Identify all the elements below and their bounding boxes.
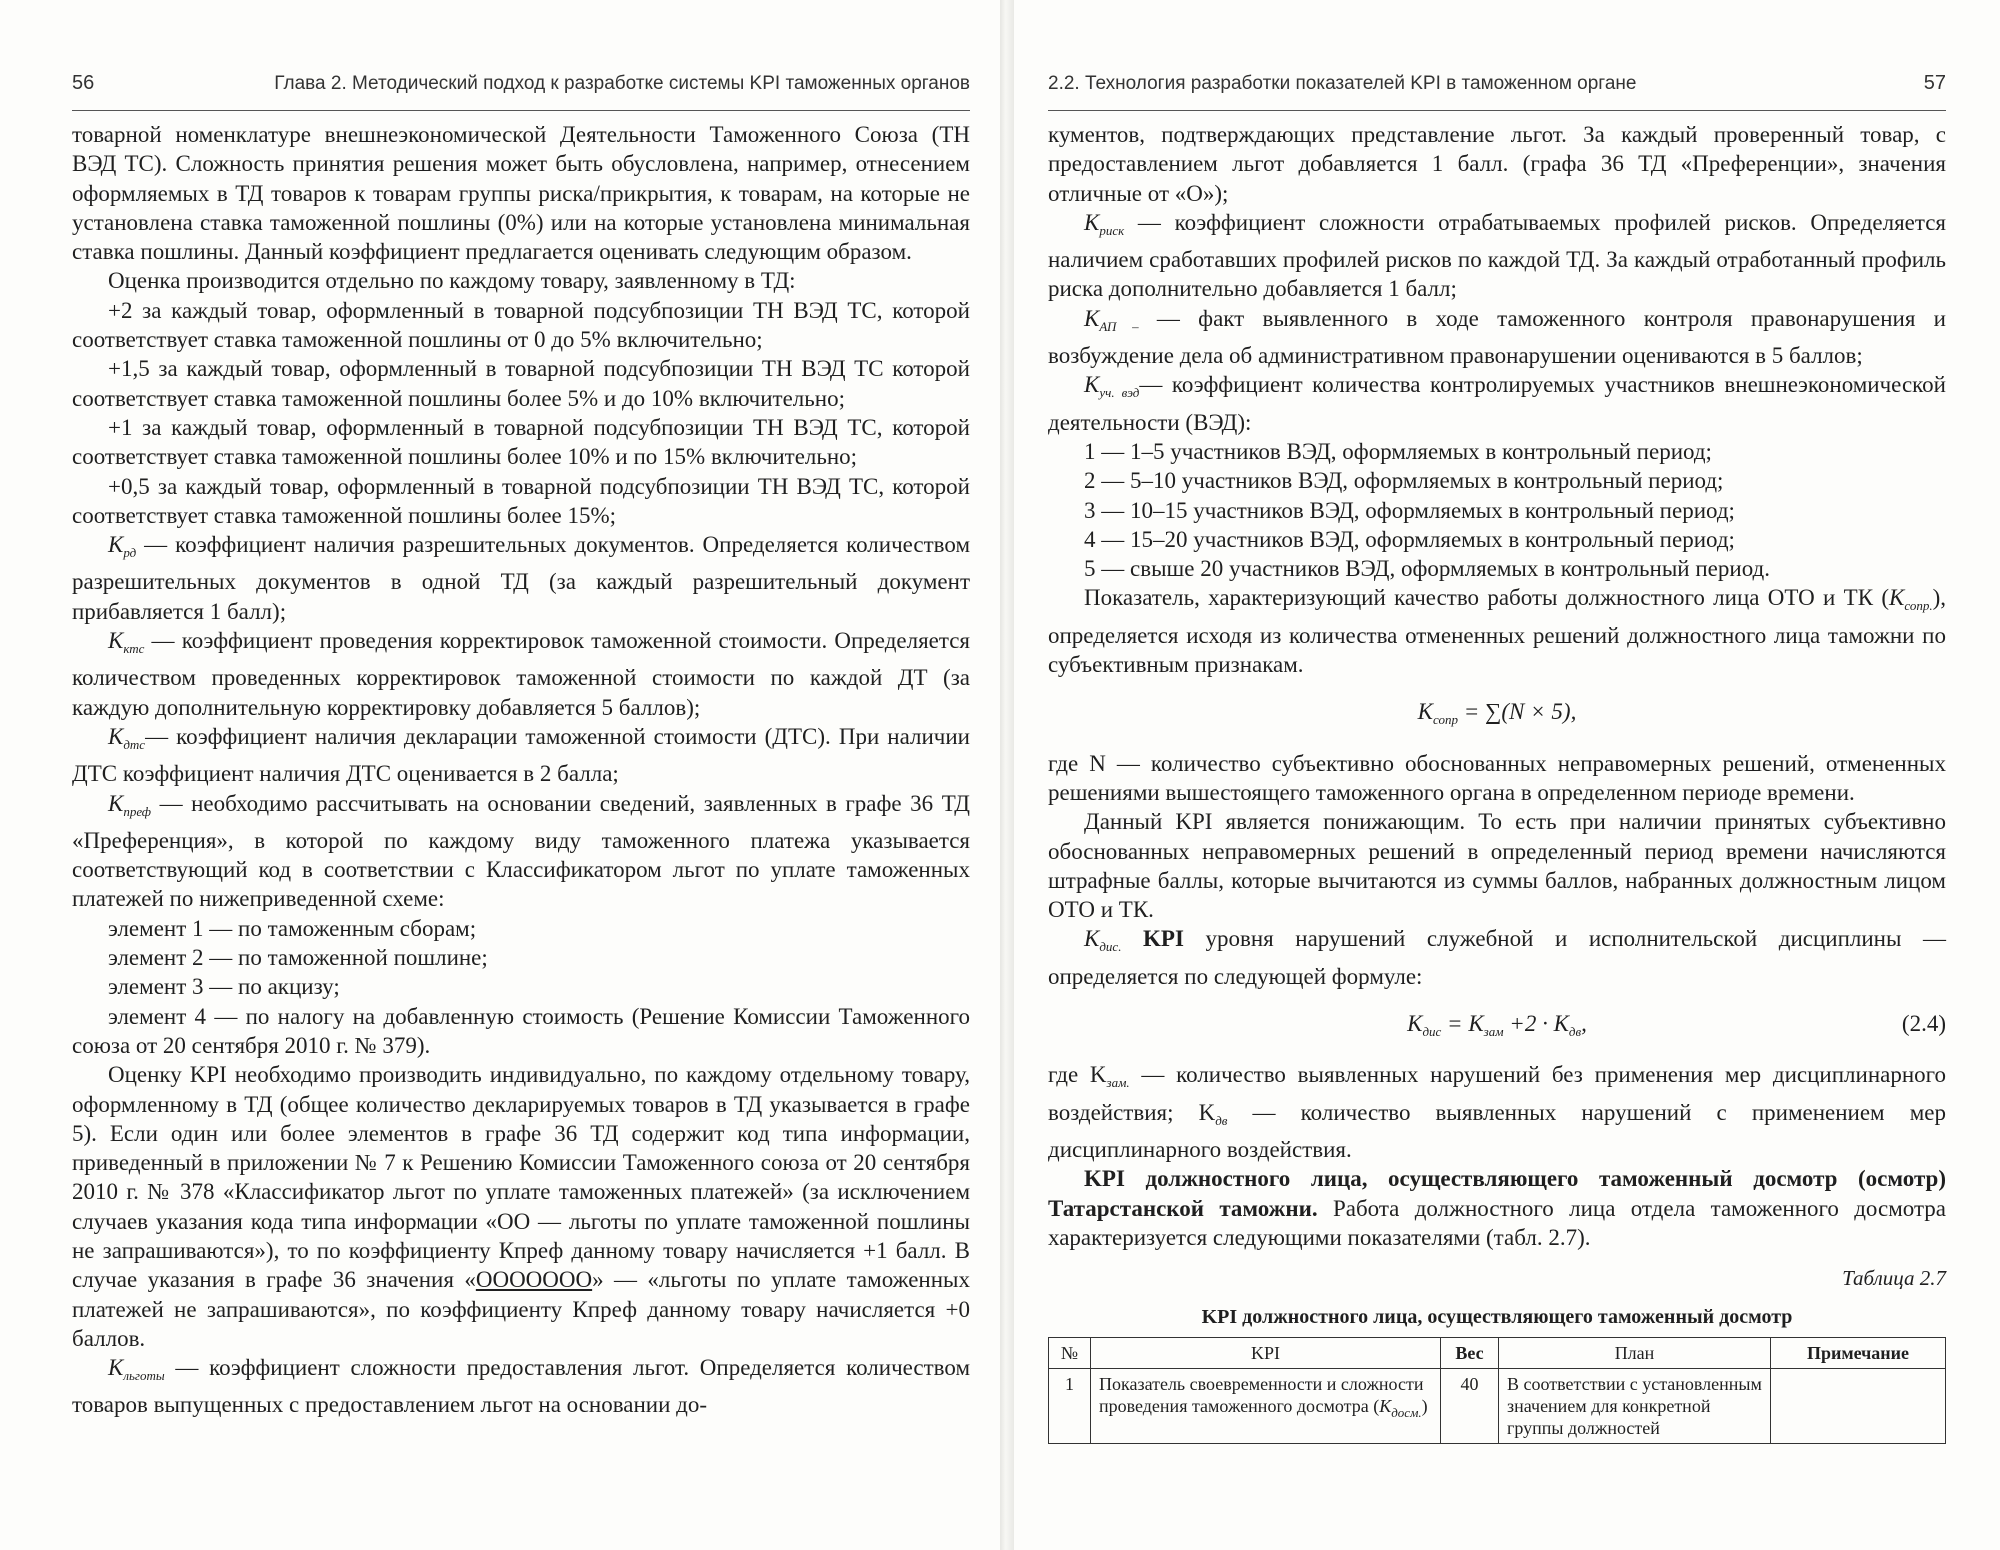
coef-text: — факт выявленного в ходе таможенного контроля правонарушения и возбуждение дела об административном правонарушении оцениваются в 5 баллов; <box>1048 305 1946 369</box>
coef-subscript: преф <box>123 803 152 819</box>
kpi-assessment-paragraph <box>72 1060 970 1353</box>
kdis-paragraph <box>1048 924 1946 991</box>
coefficient-kdtc <box>72 722 970 789</box>
column-header: Примечание <box>1771 1337 1946 1368</box>
paragraph: товарной номенклатуре внешнеэкономической Деятельности Таможенного Союза (ТН ВЭД ТС). Сложность принятия решения может быть обусловлена, например, отнесением оформляемых в ТД товаров к товарам группы риска/прикрытия, к товарам, на которые не установлена ставка таможенной пошлины (0%) или на которые установлена минимальная ставка пошлины. Данный коэффициент предлагается оценивать следующим образом. <box>72 122 970 265</box>
coefficient-kap <box>1048 304 1946 371</box>
coef-symbol: K <box>1084 305 1100 331</box>
level-item: 1 — 1–5 участников ВЭД, оформляемых в контрольный период; <box>1084 438 1712 464</box>
right-header-title: 2.2. Технология разработки показателей KPI в таможенном органе <box>1048 73 1637 94</box>
level-item: 3 — 10–15 участников ВЭД, оформляемых в контрольный период; <box>1084 497 1735 523</box>
column-header: Вес <box>1441 1337 1499 1368</box>
coef-subscript: досм. <box>1391 1404 1422 1420</box>
coef-symbol: K <box>108 628 124 654</box>
coefficient-klg <box>72 1353 970 1420</box>
element-item: элемент 2 — по таможенной пошлине; <box>108 945 488 971</box>
coef-subscript: риск <box>1099 222 1125 238</box>
coef-subscript: АП – <box>1099 318 1139 334</box>
paragraph: Оценка производится отдельно по каждому товару, заявленному в ТД: <box>108 268 796 294</box>
left-page-body <box>72 120 970 1420</box>
coef-subscript: рд <box>123 545 137 561</box>
coef-subscript: дтс <box>123 736 146 752</box>
formula-subscript: сопр <box>1433 712 1458 728</box>
formula-rhs: = ∑(N × 5), <box>1457 699 1577 725</box>
formula-symbol: K <box>1417 699 1434 725</box>
section-heading: KPI должностного лица, осуществляющего таможенный досмотр (осмотр) Татарстанской таможни. <box>1048 1166 1946 1221</box>
element-item: элемент 1 — по таможенным сборам; <box>108 915 477 941</box>
element-item: элемент 4 — по налогу на добавленную стоимость (Решение Комиссии Таможенного союза от 20 сентября 2010 г. № 379). <box>72 1003 970 1058</box>
formula-part: , <box>1581 1011 1587 1037</box>
level-item: 4 — 15–20 участников ВЭД, оформляемых в контрольный период; <box>1084 526 1735 552</box>
kpi-code: ООООООО <box>475 1267 593 1293</box>
formula-subscript: зам <box>1483 1024 1504 1040</box>
coef-symbol: K <box>1084 372 1100 398</box>
cell-kpi <box>1091 1368 1441 1443</box>
left-running-header <box>72 70 970 111</box>
coef-symbol: K <box>1889 585 1905 611</box>
coef-symbol: K <box>108 790 124 816</box>
paragraph: кументов, подтверждающих представление льгот. За каждый проверенный товар, с предоставлением льгот добавляется 1 балл. (графа 36 ТД «Преференции», значения отличные от «О»); <box>1048 122 1946 206</box>
element-item: элемент 3 — по акцизу; <box>108 974 340 1000</box>
formula-subscript: дв <box>1568 1024 1582 1040</box>
coef-subscript: ктс <box>123 641 145 657</box>
cell-weight: 40 <box>1441 1368 1499 1443</box>
right-running-header <box>1048 70 1946 111</box>
coef-text: — коэффициент количества контролируемых участников внешнеэкономической деятельности (ВЭД): <box>1048 372 1946 435</box>
cell-plan: В соответствии с установленным значением для конкретной группы должностей <box>1499 1368 1771 1443</box>
formula-symbol: K <box>1407 1011 1423 1037</box>
list-item: +1 за каждый товар, оформленный в товарной подсубпозиции ТН ВЭД ТС, которой соответствует ставка таможенной пошлины более 10% и по 15% включительно; <box>72 414 970 470</box>
where-text: — количество выявленных нарушений с применением мер дисциплинарного воздействия. <box>1048 1099 1946 1162</box>
formula-subscript: дис <box>1422 1024 1442 1040</box>
coefficient-krd <box>72 530 970 626</box>
table-header-row <box>1049 1337 1946 1368</box>
equation-number: (2.4) <box>1901 1011 1946 1037</box>
column-header: KPI <box>1091 1337 1441 1368</box>
left-header-title: Глава 2. Методический подход к разработке системы KPI таможенных органов <box>274 73 970 94</box>
coef-symbol: K <box>1084 209 1100 235</box>
quality-text: ), определяется исходя из количества отмененных решений должностного лица таможни по субъективным признакам. <box>1048 585 1946 678</box>
kpi-cell-text: ) <box>1421 1395 1428 1416</box>
kpi-table <box>1048 1337 1946 1444</box>
paragraph: Данный KPI является понижающим. То есть при наличии принятых субъективно обоснованных неправомерных решений в определенный период времени начисляются штрафные баллы, которые вычитаются из суммы баллов, набранных должностным лицом ОТО и ТК. <box>1048 809 1946 923</box>
section-paragraph <box>1048 1164 1946 1252</box>
cell-no: 1 <box>1049 1368 1091 1443</box>
coef-text: — коэффициент сложности отрабатываемых профилей рисков. Определяется наличием сработавших профилей рисков по каждой ТД. За каждый отработанный профиль риска дополнительно добавляется 1 балл; <box>1048 209 1946 302</box>
coef-symbol: K <box>1379 1395 1392 1416</box>
where-kzam-paragraph <box>1048 1060 1946 1164</box>
quality-text: Показатель, характеризующий качество работы должностного лица ОТО и ТК ( <box>1084 585 1890 611</box>
coef-text: — коэффициент сложности предоставления льгот. Определяется количеством товаров выпущенных с предоставлением льгот на основании до- <box>72 1355 970 1418</box>
quality-paragraph <box>1048 583 1946 679</box>
coef-symbol: K <box>108 1355 124 1381</box>
coef-subscript: льготы <box>123 1368 165 1384</box>
level-item: 5 — свыше 20 участников ВЭД, оформляемых в контрольный период. <box>1084 556 1770 582</box>
where-text: где K <box>1048 1062 1107 1088</box>
kdis-text: уровня нарушений служебной и исполнительской дисциплины — определяется по следующей формуле: <box>1048 926 1946 989</box>
paragraph: где N — количество субъективно обоснованных неправомерных решений, отмененных решениями вышестоящего таможенного органа в определенном периоде времени. <box>1048 750 1946 805</box>
where-text: — количество выявленных нарушений без применения мер дисциплинарного воздействия; K <box>1048 1062 1947 1125</box>
formula-2-4 <box>1048 1009 1946 1046</box>
formula-ksopr <box>1048 697 1946 734</box>
coef-subscript: уч. вэд <box>1099 385 1140 401</box>
right-page-number: 57 <box>1923 72 1946 94</box>
coef-subscript: дис. <box>1099 939 1122 955</box>
formula-part: +2 · K <box>1503 1011 1569 1037</box>
coef-subscript: зам. <box>1106 1075 1130 1091</box>
right-page <box>1010 0 2000 1550</box>
column-header: План <box>1499 1337 1771 1368</box>
cell-note <box>1771 1368 1946 1443</box>
coefficient-kktc <box>72 626 970 722</box>
kpi-text-part: Оценку KPI необходимо производить индивидуально, по каждому отдельному товару, оформленному в ТД (общее количество декларируемых товаров в ТД указывается в графе 5). Если один или более элементов в графе 36 ТД содержит код типа информации, приведенный в приложении № 7 к Решению Комиссии Таможенного союза от 20 сентября 2010 г. № 378 «Классификатор льгот по уплате таможенных платежей» (за исключением случаев указания кода типа информации «ОО — льготы по уплате таможенной пошлины не запрашиваются»), то по коэффициенту Кпреф данному товару начисляется +1 балл. В случае указания в графе 36 значения « <box>72 1062 970 1293</box>
coef-subscript: сопр. <box>1904 598 1933 614</box>
coefficient-kpref <box>72 789 970 914</box>
section-text: Работа должностного лица отдела таможенного досмотра характеризуется следующими показателями (табл. 2.7). <box>1048 1195 1947 1250</box>
coef-symbol: K <box>1084 926 1100 952</box>
coef-text: — коэффициент проведения корректировок таможенной стоимости. Определяется количеством проведенных корректировок таможенной стоимости по каждой ДТ (за каждую дополнительную корректировку добавляется 5 баллов); <box>72 628 970 720</box>
table-caption: Таблица 2.7 <box>1842 1266 1946 1291</box>
coef-text: — необходимо рассчитывать на основании сведений, заявленных в графе 36 ТД «Преференция», в которой по каждому виду таможенного платежа указывается соответствующий код в соответствии с Классификатором льгот по уплате таможенных платежей по нижеприведенной схеме: <box>72 790 970 912</box>
coef-subscript: дв <box>1215 1112 1228 1128</box>
list-item: +1,5 за каждый товар, оформленный в товарной подсубпозиции ТН ВЭД ТС которой соответствует ставка таможенной пошлины более 5% и до 10% включительно; <box>72 356 970 411</box>
kpi-bold: KPI <box>1121 926 1184 952</box>
coef-text: — коэффициент наличия разрешительных документов. Определяется количеством разрешительных документов в одной ТД (за каждый разрешительный документ прибавляется 1 балл); <box>72 532 970 624</box>
right-page-body <box>1048 120 1946 1444</box>
table-row <box>1049 1368 1946 1443</box>
level-item: 2 — 5–10 участников ВЭД, оформляемых в контрольный период; <box>1084 468 1724 494</box>
left-page-number: 56 <box>72 72 95 94</box>
table-title: KPI должностного лица, осуществляющего таможенный досмотр <box>1201 1306 1793 1329</box>
coef-text: — коэффициент наличия декларации таможенной стоимости (ДТС). При наличии ДТС коэффициент наличия ДТС оценивается в 2 балла; <box>72 723 970 787</box>
list-item: +2 за каждый товар, оформленный в товарной подсубпозиции ТН ВЭД ТС, которой соответствует ставка таможенной пошлины от 0 до 5% включительно; <box>72 297 970 353</box>
list-item: +0,5 за каждый товар, оформленный в товарной подсубпозиции ТН ВЭД ТС, которой соответствует ставка таможенной пошлины более 15%; <box>72 473 970 528</box>
column-header: № <box>1049 1337 1091 1368</box>
formula-part: = K <box>1441 1011 1484 1037</box>
coefficient-krisk <box>1048 208 1946 304</box>
kpi-text-part: » — «льготы по уплате таможенных платежей не запрашиваются», по коэффициенту Кпреф данному товару начисляется +0 баллов. <box>72 1267 970 1351</box>
coefficient-kuch <box>1048 370 1946 437</box>
kpi-cell-text: Показатель своевременности и сложности проведения таможенного досмотра ( <box>1099 1373 1424 1416</box>
coef-symbol: K <box>108 532 124 558</box>
coef-symbol: K <box>108 723 124 749</box>
